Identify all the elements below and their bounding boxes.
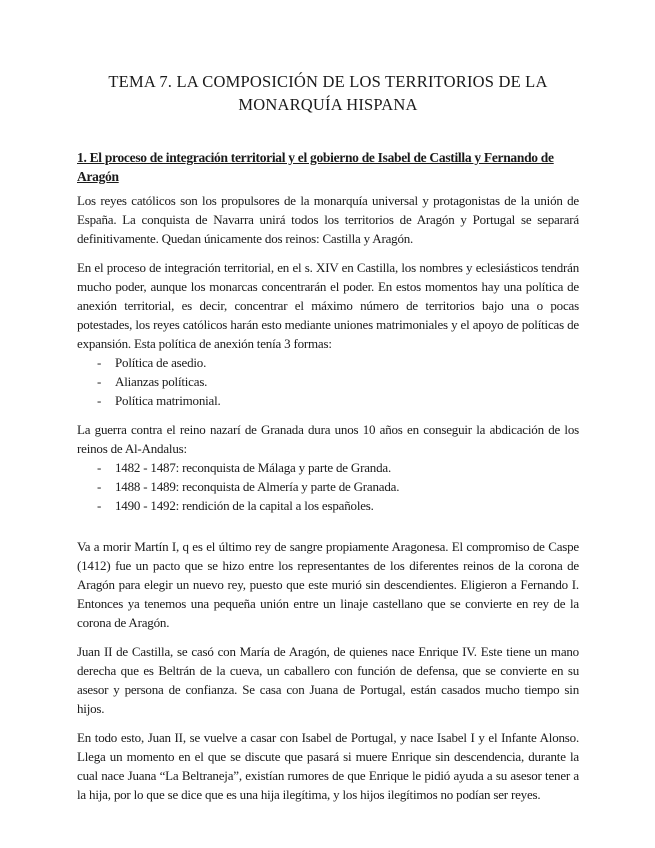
list-item: - 1488 - 1489: reconquista de Almería y parte de Granada. xyxy=(97,477,579,496)
list-item: - 1482 - 1487: reconquista de Málaga y parte de Granda. xyxy=(97,458,579,477)
document-page xyxy=(77,70,579,804)
list-item: - Política matrimonial. xyxy=(97,391,579,410)
document-title xyxy=(77,70,579,116)
paragraph-1: Los reyes católicos son los propulsores de la monarquía universal y protagonistas de la unión de España. La conquista de Navarra unirá todos los territorios de Aragón y Portugal se separará definitivamente. Quedan únicamente dos reinos: Castilla y Aragón. xyxy=(77,193,579,246)
title-line-2: MONARQUÍA HISPANA xyxy=(238,95,418,114)
granada-war-list xyxy=(77,458,579,515)
paragraph-4: Va a morir Martín I, q es el último rey de sangre propiamente Aragonesa. El compromiso de Caspe (1412) fue un pacto que se hizo entre los representantes de los diferentes reinos de la corona de Aragón para elegir un nuevo rey, puesto que este murió sin descendientes. Eligieron a Fernando I. Entonces ya tenemos una pequeña unión entre un linaje castellano que se convierte en rey de la corona de Aragón. xyxy=(77,539,579,630)
list-item: - Alianzas políticas. xyxy=(97,372,579,391)
section-heading: 1. El proceso de integración territorial y el gobierno de Isabel de Castilla y Fernando de Aragón xyxy=(77,150,554,184)
paragraph-3: La guerra contra el reino nazarí de Granada dura unos 10 años en conseguir la abdicación de los reinos de Al-Andalus: xyxy=(77,422,579,456)
paragraph-2: En el proceso de integración territorial, en el s. XIV en Castilla, los nombres y eclesiásticos tendrán mucho poder, aunque los monarcas concentrarán el poder. En estos momentos hay una política de anexión territorial, es decir, concentrar el máximo número de territorios bajo una o pocas potestades, los reyes católicos harán esto mediante uniones matrimoniales y el apoyo de políticas de expansión. Esta política de anexión tenía 3 formas: xyxy=(77,260,579,351)
paragraph-5: Juan II de Castilla, se casó con María de Aragón, de quienes nace Enrique IV. Este tiene un mano derecha que es Beltrán de la cueva, un caballero con función de defensa, que se convierte en su asesor y persona de confianza. Se casa con Juana de Portugal, están casados mucho tiempo sin hijos. xyxy=(77,644,579,716)
paragraph-6: En todo esto, Juan II, se vuelve a casar con Isabel de Portugal, y nace Isabel I y el Infante Alonso. Llega un momento en el que se discute que pasará si muere Enrique sin descendencia, durante la cual nace Juana “La Beltraneja”, existían rumores de que Enrique le pidió ayuda a su asesor tener a la hija, por lo que se dice que es una hija ilegítima, y los hijos ilegítimos no podían ser reyes. xyxy=(77,730,579,802)
list-item: - 1490 - 1492: rendición de la capital a los españoles. xyxy=(97,496,579,515)
list-item: - Política de asedio. xyxy=(97,353,579,372)
title-line-1: TEMA 7. LA COMPOSICIÓN DE LOS TERRITORIOS DE LA xyxy=(108,72,548,91)
annexation-forms-list xyxy=(77,353,579,410)
